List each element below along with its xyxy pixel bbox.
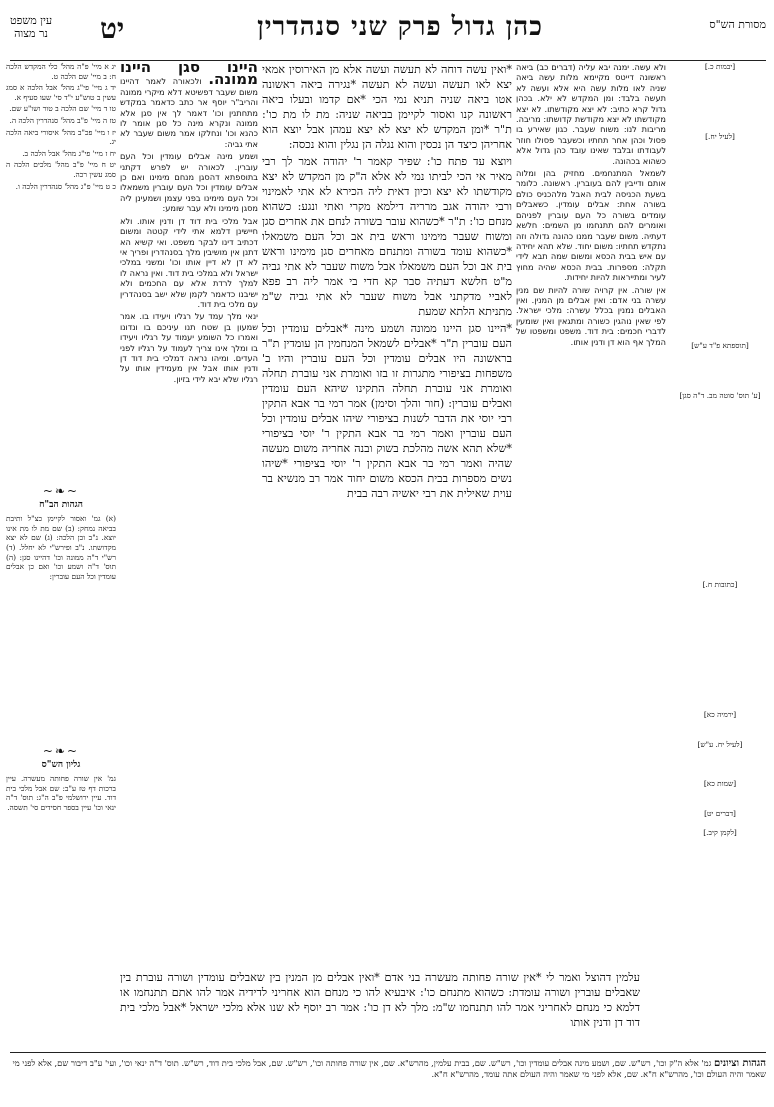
footnotes	[10, 1058, 766, 1080]
header-rule	[10, 60, 766, 61]
masoret-entry: [יבמות כ.]	[704, 62, 736, 71]
masoret-hashas-column	[672, 62, 768, 970]
tosafot-paragraph: ולכאורה לאמר דהיינו משום שעבר דפשיטא דלא מיקרי ממונה והריב"ר יוסף אר כתב כדאמר במקדש מתחתנין וכו' דאמר לך אין סגן אלא ממונה ונקרא מינה כל סגן אומר לו כהנא וכו' ונחלקו אמר משום שעבר לא אתי גביה:	[120, 76, 258, 149]
masoret-entry: [ירמיה כא]	[703, 709, 737, 719]
ein-mishpat-column	[6, 62, 116, 472]
ner-mitzvah-title: נר מצוה	[14, 27, 49, 40]
page-number: יט	[100, 12, 125, 45]
hagahot-heading: הגהות הב"ח	[39, 499, 83, 510]
ornament-divider: ~❧~	[42, 745, 80, 758]
masoret-label: מסורת הש"ס	[709, 18, 766, 31]
gilyon-heading: גליון הש"ס	[41, 759, 81, 770]
ein-mishpat-entry: יח ז מיי' פי"ג מהל' אבל הלכה ב.	[22, 148, 116, 158]
masoret-entry: [כתובות ח.]	[702, 580, 738, 590]
gemara-bottom-text: עלמין דהוצל ואמר לי *אין שורה פחותה מעשרה בני אדם *ואין אבלים מן המנין בין שאבלים עומדין ושורה עוברת בין שאבלים עוברין ושורה עומדת: כשהוא מתנחם כו': איבעיא להו כי מנחם הוא אחריני לדידיה אמר להו אתם תתנחמו או דלמא כי מנחם לאחריני אמר להו תתנחמו ש"מ: מלך לא דן כו': אמר רב יוסף לא שנו אלא מלכי ישראל *אבל מלכי בית דוד דן ודנין אותו	[120, 971, 640, 1029]
ein-mishpat-entry: כ ט מיי' פ"ג מהל' סנהדרין הלכה ו.	[15, 181, 116, 191]
ein-mishpat-entry: יט ח מיי' פ"ב מהל' מלכים הלכה ה סמג עשין רכה.	[6, 160, 116, 179]
page-header	[0, 8, 774, 58]
ein-mishpat-title: עין משפט	[10, 14, 53, 27]
ein-mishpat-entry: טו ד מיי' שם הלכה ב טור ושו"ע שם.	[9, 104, 116, 114]
gemara-main-text	[262, 62, 512, 970]
rashi-paragraph: לשמאל המתנחמים. מחזיק בהן ומלוה אותם ודייבין להם בעוברין. ראשונה. כלומר בשעת הכניסה לבית האבל מלהכניס כולם בשורה אחת: אבלים עומדין. כשאבלים עומדים בשורה כל העם עוברין לפניהם ואומרים להם תתנחמו מן השמים: חלשא דעתיה. משום שעבר ממנו כהונה גדולה וזה נתקדש תחתיו: משום יחוד. שלא תהא יחידה עם איש בבית הכסא ומשום שמה תבא לידי תקלה: מספרות. בבית הכסא שהיה מחוץ לעיר ומתייראות להיות יחידות.	[516, 168, 666, 283]
masoret-entry: [לקמן קיב.]	[703, 828, 737, 838]
gemara-paragraph: *ואין עשה דוחה לא תעשה ועשה אלא מן האירוסין אמאי יצא לאו תעשה ועשה לא תעשה *נגירה ביאה ראשונה אטו ביאה שניה תניא נמי הכי *אם קדמו ובעלו ביאה ראשונה קנו ואסור לקיימן בביאה שניה: מת לו מת כו': ת"ר *ומן המקדש לא יצא לא יצא עמהן אבל יוצא הוא אחריהן כיצד הן נכסין והוא נגלה הן נגלין והוא נכסה:	[262, 63, 512, 151]
masoret-entry: [לעיל יח.]	[705, 131, 735, 141]
masoret-entry: [תוספתא פ"ד ע"ש]	[691, 341, 749, 351]
ein-mishpat-entry: יג א מיי' פ"ה מהל' כלי המקדש הלכה ח: ב מיי' שם הלכה ט.	[6, 62, 116, 81]
footnote-text: גמ' אלא ה"ק וכו', רש"ש. שם, ושמע מינה אבלים עומדין וכו', רש"ש. שם, בבית עלמין, מהרש"א. שם, אין שורה פחותה וכו', רש"ש. שם, אבל מלכי בית דוד, רש"ש. תוס' ד"ה ינאי וכו', ועי' ע"ב דיבור שם, אלא לפני מי שאמר והיה העולם וכו', מהרש"א ח"א. שם, אלא לפני מי שאמר והיה העולם אתה עומד, מהרש"א ח"א.	[12, 1058, 766, 1079]
tosafot-paragraph: ינאי מלך עמד על רגליו ויעידו בו. אמר שמעון בן שטח תנו עיניכם בו ונדונו ואמרו כל השומע יעמוד על רגליו ויעידו בו ומלך אינו צריך לעמוד על רגליו לפני העדים. ומיהו נראה דמלכי בית דוד דן ודנין אותו אבל אין מעמידין אותו על רגליו שלא יבא לידי בזיון.	[120, 311, 258, 384]
masoret-entry: [שמות כא]	[703, 779, 737, 789]
masoret-entry: [דברים יט]	[704, 808, 736, 818]
rashi-column	[516, 62, 666, 970]
gemara-paragraph: *היינו סגן היינו ממונה ושמע מינה *אבלים עומדין וכל העם עוברין ת"ר *אבלים לשמאל המנחמין הן עומדין ת"ר בראשונה היו אבלים עומדין וכל העם עוברין והיו ב' משפחות בציפורי מתגרות זו בזו ואומרת אני עוברת תחלה ואומרת אני עוברת תחלה התקינו שיהא העם עומדין ואבלים עוברין: (חור והלך וסימן) אמר רמי בר אבא התקין רבי יוסי את הדבר לשנות בציפורי שיהו אבלים עומדין וכל העם עוברין ואמר רמי בר אבא התקין ר' יוסי בציפורי *שלא תהא אשה מהלכת בשוק ובנה אחריה משום מעשה שהיה ואמר רמי בר אבא התקין ר' יוסי בציפורי *שיהו נשים מספרות בבית הכסא משום יחוד אמר רב מנשיא בר עוית שאילית את רבי יאשיה רבה בבית	[262, 322, 512, 500]
rashi-paragraph: אין שורה. אין קרויה שורה להיות שם מנין עשרה בני אדם: ואין אבלים מן המנין. ואין האבלים נמנין בכלל עשרה: מלכי ישראל. לפי שאין נוהגין כשורה ומתגאין ואין שומעין לדברי חכמים: בית דוד. משפט ומשפטו של המלך אף הוא דן ודנין אותו.	[516, 284, 666, 347]
gilyon-hashas-box	[6, 745, 116, 845]
hagahot-text: (א) גמ' ואסור לקיימן כצ"ל ותיבת בביאה נמחק: (ב) שם מת לו מת אינו יוצא. נ"ב וכן הלכה: (ג) שם לא יצא מקדושתו. נ"ב ופירש"י לא יחלל. (ד) רש"י ד"ה ממונה וכו' דהיינו סגן: (ה) תוס' ד"ה ושמע וכו' ואם כן אבלים עומדין וכל העם עוברין:	[6, 514, 116, 581]
tosafot-lead: היינו סגן היינו ממונה.	[120, 62, 258, 89]
rashi-paragraph: ולא עשה. ימנה יבא עליה (דברים כב) ביאה ראשונה דייטס מקיימא מלות עשה ביאה שניה לאו מלות עשה היא אלא ועשה לא תעשה בלבד: ומן המקדש לא ילא. בכהן גדול קרא כתיב: לא יצא מקודשתו. לא יצא מקודשתו לא יצא מקודשת קדושתו: מריבה. מריבות לנו: משוח שעבר. כגון שאירע בו פסול וכהן אחר תחתיו וכשעבר פסולו חוזר לעבודתו ובלבד שאינו עובד כהן גדול אלא כשהוא בכהונה.	[516, 62, 666, 166]
ein-mishpat-entry: טז ה מיי' פ"ב מהל' סנהדרין הלכה ה.	[9, 115, 116, 125]
ornament-divider: ~❧~	[42, 485, 80, 498]
tosafot-paragraph: אבל מלכי בית דוד דן ודנין אותו. ולא חיישינן דלמא אתי לידי קטטה ומשום דכתיב דינו לבקר משפט. ואי קשיא הא דתנן אין מושיבין מלך בסנהדרין ופריך אי לא דן לא דיין אותו וכו' ומשני במלכי ישראל ולא במלכי בית דוד. ואין נראה לו למלך לרדת אלא עם החכמים ולא ישיבנו כדאמר לקמן שלא ישב בסנהדרין עם מלכי בית דוד.	[120, 215, 258, 309]
tosafot-paragraph: ושמע מינה אבלים עומדין וכל העם עוברין. לכאורה יש לפרש דקתני בתוספתא דהסגן מנחם מימינו ואם כן אבלים עומדין וכל העם עוברין משמאלו וכל העם מימינו בפני עצמן ושמעינן ליה מסגן מימינו ולא עבר שומע:	[120, 151, 258, 214]
ein-mishpat-entry: יד ג מיי' פי"ג מהל' אבל הלכה א סמג עשין ב טוש"ע י"ד סי' שעו סעיף א.	[6, 83, 116, 102]
hagahot-habach-box	[6, 485, 116, 735]
footnote-label: הגהות וציונים	[713, 1058, 766, 1069]
footnote-rule	[10, 1052, 766, 1053]
masoret-entry: [ע' תוס' סוטה מב. ד"ה סגן]	[679, 390, 761, 400]
masoret-entry: [לעיל יח. ע"ש]	[697, 739, 743, 749]
gemara-paragraph: ויוצא עד פתח כו': שפיר קאמר ר' יהודה אמר לך רבי מאיר אי הכי לביתו נמי לא אלא ה"ק מן המקדש לא יצא מקודשתו לא יצא וכיון דאית ליה הכירא לא אתי לאמינוי ורבי יהודה אגב מרריה דילמא מקרי ואתי ונגע: כשהוא מנחם כו': ת"ר *כשהוא עובר בשורה לנחם את אחרים סגן ומשוח שעבר מימינו וראש בית אב וכל העם משמאלו *כשהוא עומד בשורה ומתנחם מאחרים סגן מימינו וראש בית אב וכל העם משמאלו אבל משוח שעבר לא אתי גביה מ"ט חלשא דעתיה סבר קא חדי בי אמר ליה רב פפא לאביי מדקתני אבל משוח שעבר לא אתי גביה ש"מ מתניתא הלתא שמעת	[262, 155, 512, 318]
tosafot-column	[120, 62, 258, 970]
ein-mishpat-entry: יז ו מיי' פכ"ב מהל' איסורי ביאה הלכה יג.	[6, 127, 116, 147]
gilyon-text: גמ' אין שורה פחותה מעשרה. עיין ברכות דף טז ע"ב: שם אבל מלכי בית דוד. עיין ירושלמי פ"ב ה"ג: תוס' ד"ה ינאי וכו' עיין בספר חסידים סי' תשסה.	[6, 774, 116, 812]
page-title: כהן גדול פרק שני סנהדרין	[257, 12, 543, 42]
ein-mishpat-label	[10, 14, 52, 40]
